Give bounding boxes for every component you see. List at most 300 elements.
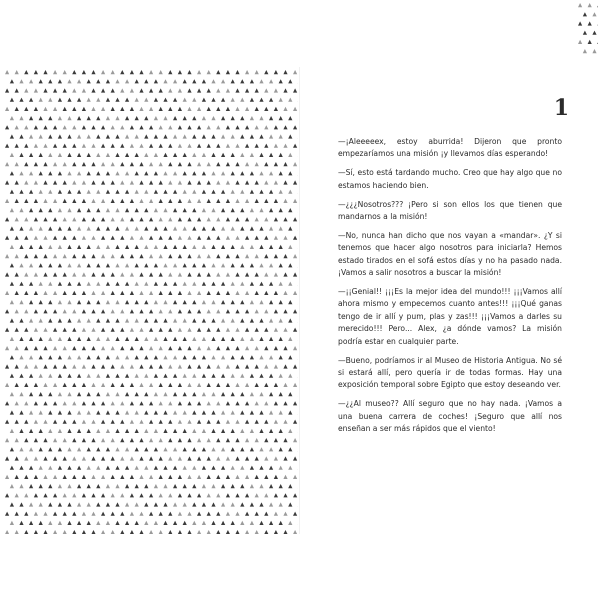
triangle-icon: [231, 98, 235, 102]
triangle-icon: [168, 180, 172, 184]
triangle-icon: [15, 236, 19, 240]
triangle-icon: [269, 447, 273, 451]
triangle-icon: [43, 180, 47, 184]
triangle-icon: [279, 226, 283, 230]
triangle-icon: [96, 153, 100, 157]
triangle-icon: [87, 429, 91, 433]
triangle-icon: [240, 79, 244, 83]
triangle-icon: [211, 355, 215, 359]
triangle-icon: [82, 456, 86, 460]
triangle-icon: [168, 328, 172, 332]
triangle-icon: [226, 512, 230, 516]
triangle-icon: [211, 153, 215, 157]
triangle-icon: [96, 392, 100, 396]
triangle-icon: [63, 438, 67, 442]
triangle-icon: [221, 116, 225, 120]
triangle-icon: [207, 364, 211, 368]
triangle-icon: [125, 374, 129, 378]
triangle-icon: [72, 530, 76, 534]
triangle-icon: [43, 144, 47, 148]
triangle-icon: [149, 272, 153, 276]
triangle-icon: [173, 153, 177, 157]
triangle-icon: [293, 456, 297, 460]
triangle-icon: [139, 272, 143, 276]
triangle-icon: [101, 180, 105, 184]
triangle-icon: [578, 21, 582, 25]
triangle-icon: [96, 98, 100, 102]
triangle-icon: [53, 88, 57, 92]
triangle-icon: [192, 116, 196, 120]
triangle-icon: [173, 226, 177, 230]
triangle-icon: [250, 116, 254, 120]
triangle-icon: [72, 88, 76, 92]
triangle-icon: [235, 272, 239, 276]
triangle-icon: [139, 401, 143, 405]
triangle-icon: [154, 245, 158, 249]
triangle-icon: [154, 98, 158, 102]
triangle-icon: [207, 107, 211, 111]
triangle-icon: [293, 530, 297, 534]
triangle-icon: [96, 484, 100, 488]
triangle-icon: [139, 438, 143, 442]
triangle-icon: [211, 134, 215, 138]
triangle-icon: [259, 374, 263, 378]
triangle-icon: [111, 475, 115, 479]
triangle-icon: [91, 309, 95, 313]
triangle-icon: [168, 254, 172, 258]
right-page: [302, 67, 598, 534]
triangle-icon: [24, 530, 28, 534]
triangle-icon: [211, 374, 215, 378]
triangle-icon: [283, 401, 287, 405]
triangle-icon: [288, 116, 292, 120]
triangle-icon: [168, 346, 172, 350]
triangle-icon: [82, 180, 86, 184]
triangle-icon: [149, 364, 153, 368]
triangle-icon: [125, 98, 129, 102]
triangle-icon: [39, 263, 43, 267]
triangle-icon: [283, 254, 287, 258]
triangle-icon: [240, 392, 244, 396]
triangle-icon: [67, 410, 71, 414]
triangle-icon: [202, 447, 206, 451]
triangle-icon: [34, 346, 38, 350]
triangle-icon: [259, 521, 263, 525]
triangle-icon: [245, 217, 249, 221]
triangle-icon: [144, 226, 148, 230]
triangle-icon: [245, 180, 249, 184]
triangle-icon: [202, 282, 206, 286]
triangle-icon: [207, 512, 211, 516]
triangle-icon: [178, 70, 182, 74]
triangle-icon: [19, 521, 23, 525]
triangle-icon: [259, 245, 263, 249]
triangle-icon: [58, 282, 62, 286]
triangle-icon: [29, 447, 33, 451]
triangle-icon: [144, 502, 148, 506]
triangle-icon: [125, 466, 129, 470]
triangle-icon: [259, 429, 263, 433]
triangle-icon: [19, 134, 23, 138]
triangle-icon: [216, 162, 220, 166]
triangle-icon: [178, 475, 182, 479]
triangle-icon: [211, 79, 215, 83]
triangle-icon: [154, 134, 158, 138]
triangle-icon: [63, 475, 67, 479]
triangle-icon: [91, 236, 95, 240]
triangle-icon: [183, 282, 187, 286]
triangle-icon: [221, 208, 225, 212]
triangle-icon: [34, 236, 38, 240]
triangle-icon: [72, 180, 76, 184]
triangle-icon: [279, 171, 283, 175]
triangle-icon: [5, 217, 9, 221]
triangle-icon: [82, 438, 86, 442]
triangle-icon: [43, 272, 47, 276]
triangle-icon: [111, 512, 115, 516]
triangle-icon: [82, 475, 86, 479]
triangle-icon: [15, 199, 19, 203]
triangle-icon: [34, 401, 38, 405]
triangle-icon: [288, 410, 292, 414]
triangle-icon: [207, 217, 211, 221]
triangle-icon: [91, 420, 95, 424]
triangle-icon: [183, 245, 187, 249]
triangle-icon: [283, 199, 287, 203]
triangle-icon: [207, 236, 211, 240]
triangle-icon: [216, 254, 220, 258]
triangle-icon: [72, 217, 76, 221]
triangle-icon: [24, 346, 28, 350]
triangle-icon: [135, 171, 139, 175]
triangle-icon: [91, 107, 95, 111]
triangle-icon: [10, 429, 14, 433]
triangle-icon: [91, 217, 95, 221]
triangle-icon: [250, 300, 254, 304]
triangle-icon: [216, 107, 220, 111]
triangle-icon: [264, 217, 268, 221]
triangle-icon: [39, 171, 43, 175]
triangle-icon: [159, 475, 163, 479]
triangle-icon: [216, 530, 220, 534]
triangle-icon: [149, 144, 153, 148]
triangle-icon: [192, 300, 196, 304]
triangle-icon: [159, 272, 163, 276]
triangle-icon: [43, 88, 47, 92]
triangle-icon: [216, 420, 220, 424]
triangle-icon: [207, 125, 211, 129]
triangle-icon: [245, 493, 249, 497]
triangle-icon: [53, 493, 57, 497]
triangle-icon: [106, 429, 110, 433]
triangle-icon: [202, 410, 206, 414]
triangle-icon: [159, 125, 163, 129]
triangle-icon: [5, 272, 9, 276]
triangle-icon: [130, 162, 134, 166]
triangle-icon: [5, 438, 9, 442]
triangle-icon: [48, 98, 52, 102]
triangle-icon: [43, 493, 47, 497]
triangle-icon: [235, 346, 239, 350]
triangle-icon: [77, 410, 81, 414]
triangle-icon: [293, 401, 297, 405]
triangle-icon: [592, 12, 596, 16]
triangle-icon: [149, 162, 153, 166]
triangle-icon: [111, 107, 115, 111]
triangle-icon: [96, 208, 100, 212]
triangle-icon: [39, 374, 43, 378]
triangle-icon: [34, 512, 38, 516]
triangle-icon: [87, 392, 91, 396]
triangle-icon: [63, 162, 67, 166]
triangle-icon: [115, 208, 119, 212]
triangle-icon: [63, 254, 67, 258]
triangle-icon: [250, 429, 254, 433]
triangle-icon: [274, 456, 278, 460]
triangle-icon: [259, 134, 263, 138]
triangle-icon: [91, 346, 95, 350]
triangle-icon: [58, 521, 62, 525]
triangle-icon: [183, 79, 187, 83]
triangle-icon: [211, 337, 215, 341]
triangle-icon: [192, 392, 196, 396]
triangle-icon: [293, 309, 297, 313]
triangle-icon: [274, 125, 278, 129]
triangle-icon: [250, 134, 254, 138]
triangle-icon: [135, 337, 139, 341]
triangle-icon: [67, 245, 71, 249]
triangle-icon: [101, 70, 105, 74]
triangle-icon: [274, 144, 278, 148]
triangle-icon: [43, 254, 47, 258]
triangle-icon: [111, 291, 115, 295]
triangle-icon: [154, 190, 158, 194]
triangle-icon: [168, 438, 172, 442]
triangle-icon: [221, 466, 225, 470]
triangle-icon: [82, 346, 86, 350]
triangle-icon: [159, 291, 163, 295]
triangle-icon: [87, 355, 91, 359]
triangle-icon: [149, 383, 153, 387]
triangle-icon: [115, 245, 119, 249]
triangle-pattern: [3, 67, 298, 534]
triangle-icon: [154, 502, 158, 506]
triangle-icon: [197, 346, 201, 350]
triangle-icon: [207, 272, 211, 276]
triangle-icon: [183, 318, 187, 322]
triangle-icon: [259, 282, 263, 286]
triangle-icon: [231, 208, 235, 212]
triangle-icon: [288, 466, 292, 470]
triangle-icon: [29, 116, 33, 120]
triangle-icon: [87, 190, 91, 194]
triangle-icon: [111, 346, 115, 350]
triangle-icon: [39, 318, 43, 322]
triangle-icon: [58, 466, 62, 470]
triangle-icon: [288, 300, 292, 304]
triangle-icon: [19, 263, 23, 267]
triangle-icon: [163, 190, 167, 194]
triangle-icon: [58, 429, 62, 433]
triangle-icon: [250, 282, 254, 286]
triangle-icon: [24, 438, 28, 442]
triangle-icon: [39, 79, 43, 83]
triangle-icon: [101, 346, 105, 350]
triangle-icon: [221, 521, 225, 525]
triangle-icon: [115, 392, 119, 396]
triangle-icon: [274, 291, 278, 295]
triangle-icon: [259, 447, 263, 451]
triangle-icon: [279, 429, 283, 433]
triangle-icon: [135, 447, 139, 451]
triangle-icon: [255, 438, 259, 442]
triangle-icon: [279, 190, 283, 194]
triangle-icon: [15, 364, 19, 368]
triangle-icon: [269, 466, 273, 470]
triangle-icon: [106, 116, 110, 120]
triangle-icon: [82, 144, 86, 148]
triangle-icon: [226, 217, 230, 221]
triangle-icon: [154, 466, 158, 470]
triangle-icon: [135, 226, 139, 230]
triangle-icon: [58, 263, 62, 267]
triangle-icon: [39, 190, 43, 194]
triangle-icon: [226, 475, 230, 479]
triangle-icon: [283, 125, 287, 129]
triangle-icon: [235, 364, 239, 368]
triangle-icon: [29, 171, 33, 175]
triangle-icon: [130, 512, 134, 516]
triangle-icon: [130, 530, 134, 534]
triangle-icon: [24, 180, 28, 184]
triangle-icon: [279, 116, 283, 120]
triangle-icon: [216, 512, 220, 516]
triangle-icon: [226, 107, 230, 111]
triangle-icon: [221, 226, 225, 230]
triangle-icon: [82, 162, 86, 166]
triangle-icon: [202, 190, 206, 194]
triangle-icon: [87, 98, 91, 102]
triangle-icon: [163, 300, 167, 304]
triangle-icon: [245, 309, 249, 313]
triangle-icon: [96, 116, 100, 120]
triangle-icon: [10, 171, 14, 175]
triangle-icon: [288, 263, 292, 267]
triangle-icon: [48, 171, 52, 175]
triangle-icon: [101, 291, 105, 295]
triangle-icon: [34, 309, 38, 313]
triangle-icon: [293, 346, 297, 350]
triangle-icon: [53, 346, 57, 350]
triangle-icon: [264, 125, 268, 129]
triangle-icon: [48, 502, 52, 506]
triangle-icon: [15, 70, 19, 74]
triangle-icon: [67, 392, 71, 396]
triangle-icon: [77, 134, 81, 138]
triangle-icon: [39, 355, 43, 359]
triangle-icon: [53, 401, 57, 405]
triangle-icon: [130, 309, 134, 313]
triangle-icon: [235, 493, 239, 497]
triangle-icon: [58, 98, 62, 102]
triangle-icon: [187, 475, 191, 479]
triangle-icon: [163, 263, 167, 267]
triangle-icon: [250, 374, 254, 378]
triangle-icon: [178, 217, 182, 221]
triangle-icon: [34, 144, 38, 148]
triangle-icon: [149, 199, 153, 203]
triangle-icon: [77, 263, 81, 267]
triangle-icon: [149, 493, 153, 497]
triangle-icon: [159, 438, 163, 442]
triangle-icon: [187, 493, 191, 497]
triangle-icon: [163, 484, 167, 488]
triangle-icon: [283, 364, 287, 368]
triangle-icon: [139, 180, 143, 184]
triangle-icon: [96, 282, 100, 286]
triangle-icon: [120, 364, 124, 368]
triangle-icon: [96, 410, 100, 414]
triangle-icon: [226, 180, 230, 184]
triangle-icon: [39, 392, 43, 396]
triangle-icon: [231, 116, 235, 120]
triangle-icon: [288, 337, 292, 341]
triangle-icon: [255, 272, 259, 276]
triangle-icon: [5, 70, 9, 74]
triangle-icon: [101, 309, 105, 313]
triangle-icon: [240, 116, 244, 120]
triangle-icon: [178, 236, 182, 240]
triangle-icon: [245, 456, 249, 460]
triangle-icon: [144, 429, 148, 433]
triangle-icon: [163, 466, 167, 470]
triangle-icon: [226, 456, 230, 460]
triangle-icon: [82, 530, 86, 534]
triangle-icon: [279, 153, 283, 157]
triangle-icon: [24, 88, 28, 92]
triangle-icon: [255, 512, 259, 516]
triangle-icon: [163, 208, 167, 212]
triangle-icon: [163, 171, 167, 175]
triangle-icon: [120, 530, 124, 534]
triangle-icon: [288, 153, 292, 157]
triangle-icon: [288, 484, 292, 488]
triangle-icon: [139, 125, 143, 129]
triangle-icon: [72, 125, 76, 129]
triangle-icon: [101, 493, 105, 497]
triangle-icon: [264, 493, 268, 497]
triangle-icon: [125, 447, 129, 451]
triangle-icon: [197, 291, 201, 295]
triangle-icon: [5, 383, 9, 387]
triangle-icon: [77, 502, 81, 506]
triangle-icon: [293, 180, 297, 184]
triangle-icon: [259, 190, 263, 194]
triangle-icon: [226, 125, 230, 129]
triangle-icon: [245, 199, 249, 203]
triangle-icon: [207, 291, 211, 295]
triangle-icon: [67, 466, 71, 470]
triangle-icon: [250, 484, 254, 488]
triangle-icon: [120, 456, 124, 460]
triangle-icon: [211, 190, 215, 194]
triangle-icon: [106, 355, 110, 359]
triangle-icon: [120, 217, 124, 221]
triangle-icon: [173, 190, 177, 194]
triangle-icon: [53, 217, 57, 221]
triangle-icon: [245, 438, 249, 442]
triangle-icon: [125, 484, 129, 488]
